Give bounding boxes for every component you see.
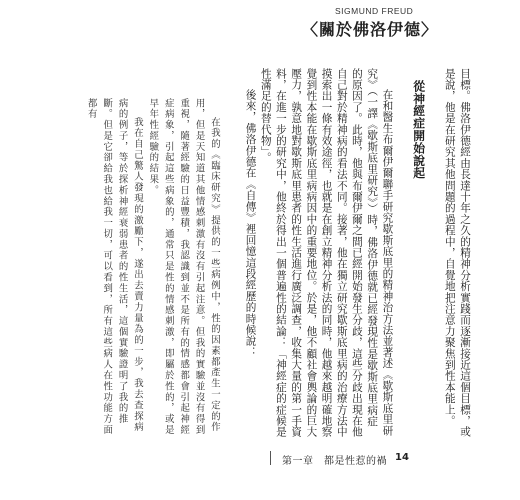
quote-paragraph-1: 在我的《臨床研究》提供的一些病例中，性的因素都產生一定的作用，但是天知道其他情感刺激有沒有引起注意。但我的實驗並沒有得到重視，隨著經驗的日益豐積，我認識到並不是所有的情感都會引起神經症病象，引起這些病象的，通常只是性的情感刺激，即屬於性的，或是早年性經驗的結果。 [147, 98, 220, 436]
quote-block [83, 98, 222, 438]
section-heading: 從神經症開始說起 [411, 79, 426, 179]
running-header-title: 〈關於佛洛伊德〉 [302, 20, 439, 39]
footer-divider [270, 451, 271, 465]
quote-paragraph-2: 我在自己驚人發現的激勵下，遂出去賣力量為的一步，我去查探病病的例子，等於探析神經衰弱患者的性生活，這個實驗證明了我的推斷。但是它卻給我也給我一切，可以看到，所有這些病人在性功能方面都有 [85, 98, 143, 436]
footer-chapter-title: 第一章 都是性惹的禍 [282, 456, 387, 467]
page-number: 14 [395, 452, 409, 463]
body-paragraph-3: 後來，佛洛伊德在《自傳》裡回憶這段經歷的時候說： [244, 89, 257, 358]
running-header-english: SIGMUND FREUD [335, 6, 414, 16]
body-text-column [242, 68, 472, 438]
body-paragraph-2: 在和醫生布爾伊爾聯手研究歇斯底里的精神治方法並著述《歇斯底里研究》（一譯《歇斯底里研究》）時，佛洛伊德就已經發現性是歇斯底里病症的原因了。此時，他與布爾伊爾之間已經開始發生分歧，這些分歧出現在他自己對於精神病的看法不同。接著，他在獨立研究歇斯底里病的治療方法中摸索出一條有效途徑，也就是在創立精神分析法的同時，他越來越明確地察覺到性本能在歇斯底里病病因中的重要地位。於是，他不顧社會輿論的巨大壓力，孰意地對歇斯底里患者的性生活進行廣泛調查，收集大量的第一手資料，在進一步的研究中，他終於得出一個普遍性的結論：「神經症的症候是性滿足的替代物」。 [259, 68, 394, 438]
body-paragraph-1: 目標。佛洛伊德經由長達十年之久的精神分析實踐而逐漸接近這個目標，或是說，他是在研究其他問題的過程中，自覺地把注意力聚焦到性本能上。 [443, 68, 471, 438]
